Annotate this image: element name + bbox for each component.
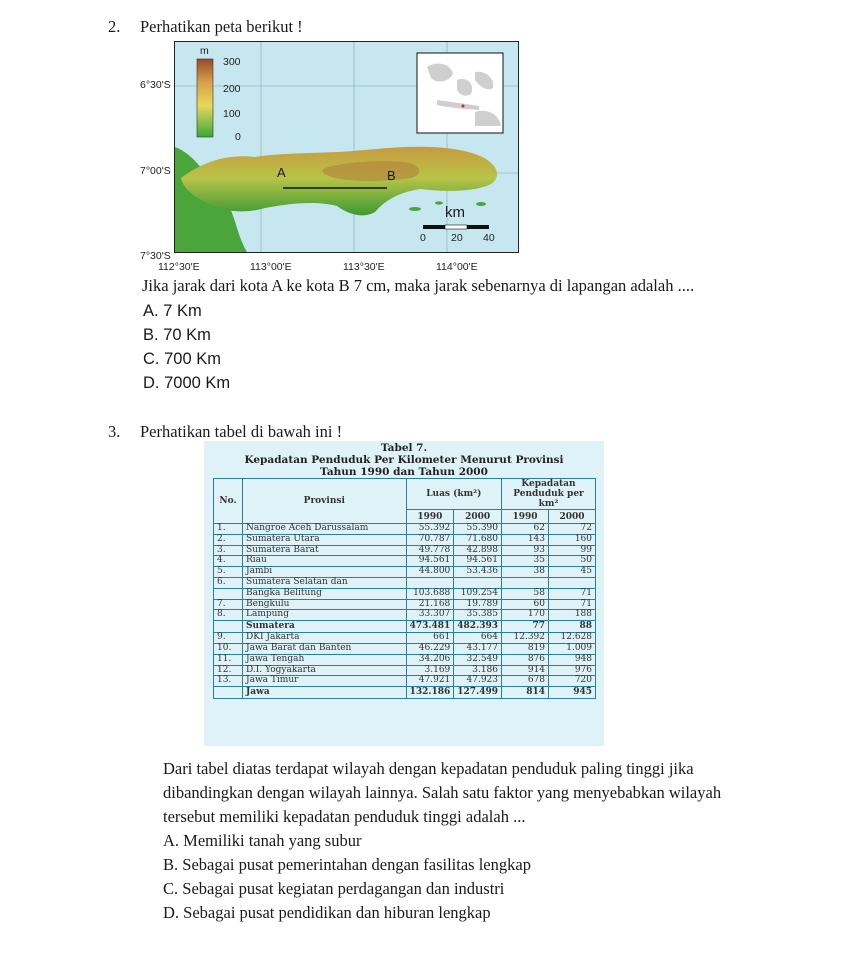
q2-option-a[interactable] <box>143 301 202 321</box>
cell-kep-2000: 945 <box>549 687 596 699</box>
cell-no: 1. <box>214 524 243 535</box>
q3-question-line-1: Dari tabel diatas terdapat wilayah dengan kepadatan penduduk paling tinggi jika <box>163 759 694 778</box>
legend-tick-200: 200 <box>223 83 241 95</box>
header-provinsi: Provinsi <box>243 479 407 524</box>
table-row <box>214 599 596 610</box>
cell-no: 2. <box>214 534 243 545</box>
cell-luas-1990: 473.481 <box>406 621 454 633</box>
scale-tick-0: 0 <box>420 232 426 244</box>
cell-no <box>214 621 243 633</box>
option-text: Memiliki tanah yang subur <box>183 831 362 850</box>
cell-luas-1990: 49.778 <box>406 545 454 556</box>
cell-provinsi: Sumatera <box>243 621 407 633</box>
cell-kep-2000: 71 <box>549 588 596 599</box>
cell-provinsi: Sumatera Selatan dan <box>243 577 407 588</box>
table-row <box>214 588 596 599</box>
cell-no: 7. <box>214 599 243 610</box>
cell-kep-1990: 678 <box>502 676 549 687</box>
q3-option-c[interactable] <box>163 879 504 899</box>
scale-bar-segment <box>467 225 489 229</box>
cell-luas-2000: 482.393 <box>454 621 502 633</box>
point-a-label: A <box>277 165 286 180</box>
cell-provinsi: Lampung <box>243 610 407 621</box>
scale-tick-20: 20 <box>451 232 463 244</box>
option-letter: A. <box>143 302 159 320</box>
cell-provinsi: Bangka Belitung <box>243 588 407 599</box>
q2-question: Jika jarak dari kota A ke kota B 7 cm, maka jarak sebenarnya di lapangan adalah .... <box>142 276 695 295</box>
header-luas-1990: 1990 <box>406 510 454 524</box>
legend-tick-100: 100 <box>223 108 241 120</box>
cell-kep-2000: 948 <box>549 654 596 665</box>
lon-label-2: 113°00'E <box>250 261 292 273</box>
table-row <box>214 654 596 665</box>
cell-provinsi: Riau <box>243 556 407 567</box>
q3-question-line-2: dibandingkan dengan wilayah lainnya. Salah satu faktor yang menyebabkan wilayah <box>163 783 722 802</box>
cell-provinsi: Jawa <box>243 687 407 699</box>
option-text: 7000 Km <box>164 374 231 392</box>
cell-luas-2000: 32.549 <box>454 654 502 665</box>
table-row <box>214 556 596 567</box>
cell-kep-1990: 58 <box>502 588 549 599</box>
lat-label-2: 7°00'S <box>140 165 171 177</box>
cell-kep-2000: 160 <box>549 534 596 545</box>
option-text: Sebagai pusat pendidikan dan hiburan lengkap <box>183 903 491 922</box>
table-row <box>214 545 596 556</box>
cell-kep-2000: 71 <box>549 599 596 610</box>
point-b-label: B <box>387 168 396 183</box>
cell-provinsi: DKI Jakarta <box>243 633 407 644</box>
cell-luas-2000: 19.789 <box>454 599 502 610</box>
cell-provinsi: Jawa Timur <box>243 676 407 687</box>
cell-kep-1990: 12.392 <box>502 633 549 644</box>
cell-luas-2000: 53.436 <box>454 567 502 578</box>
map-graphic <box>175 42 518 252</box>
cell-no <box>214 687 243 699</box>
table-row <box>214 567 596 578</box>
table-row-total <box>214 687 596 699</box>
cell-no: 13. <box>214 676 243 687</box>
cell-kep-1990: 819 <box>502 643 549 654</box>
cell-kep-2000: 188 <box>549 610 596 621</box>
cell-kep-1990: 93 <box>502 545 549 556</box>
scale-bar-segment <box>445 225 467 229</box>
cell-luas-1990: 21.168 <box>406 599 454 610</box>
option-text: Sebagai pusat pemerintahan dengan fasilitas lengkap <box>182 855 531 874</box>
option-letter: C. <box>163 879 179 898</box>
cell-no: 10. <box>214 643 243 654</box>
lon-label-1: 112°30'E <box>158 261 200 273</box>
cell-provinsi: D.I. Yogyakarta <box>243 665 407 676</box>
cell-luas-2000: 43.177 <box>454 643 502 654</box>
cell-luas-2000: 47.923 <box>454 676 502 687</box>
table-title-1: Tabel 7. <box>380 442 428 454</box>
q3-option-a[interactable] <box>163 831 361 851</box>
table-row <box>214 534 596 545</box>
small-island <box>476 202 486 206</box>
option-text: 700 Km <box>164 350 221 368</box>
data-table <box>213 478 596 699</box>
lat-label-1: 6°30'S <box>140 79 171 91</box>
q2-option-d[interactable] <box>143 373 230 393</box>
cell-kep-2000: 88 <box>549 621 596 633</box>
jawa-total <box>214 687 596 699</box>
header-luas-2000: 2000 <box>454 510 502 524</box>
option-text: 7 Km <box>163 302 202 320</box>
table-title-3: Tahun 1990 dan Tahun 2000 <box>320 466 488 478</box>
elevation-legend-bar <box>197 59 213 137</box>
jawa-rows <box>214 633 596 687</box>
cell-provinsi: Sumatera Barat <box>243 545 407 556</box>
option-letter: B. <box>163 855 179 874</box>
cell-luas-1990: 103.688 <box>406 588 454 599</box>
scale-unit: km <box>445 204 465 221</box>
q2-option-b[interactable] <box>143 325 211 345</box>
cell-provinsi: Bengkulu <box>243 599 407 610</box>
cell-kep-1990: 77 <box>502 621 549 633</box>
legend-unit: m <box>200 45 209 57</box>
q3-question-line-3: tersebut memiliki kepadatan penduduk tinggi adalah ... <box>163 807 526 826</box>
scale-tick-40: 40 <box>483 232 495 244</box>
header-no: No. <box>214 479 243 524</box>
table-row <box>214 610 596 621</box>
cell-kep-1990: 60 <box>502 599 549 610</box>
cell-kep-1990: 38 <box>502 567 549 578</box>
table-header-row <box>214 479 596 510</box>
cell-kep-2000: 1.009 <box>549 643 596 654</box>
cell-luas-1990: 94.561 <box>406 556 454 567</box>
cell-no: 6. <box>214 577 243 588</box>
cell-no <box>214 588 243 599</box>
q3-option-b[interactable] <box>163 855 531 875</box>
cell-kep-1990: 170 <box>502 610 549 621</box>
cell-provinsi: Jawa Tengah <box>243 654 407 665</box>
cell-luas-1990: 44.800 <box>406 567 454 578</box>
lon-label-3: 113°30'E <box>343 261 385 273</box>
cell-kep-1990: 143 <box>502 534 549 545</box>
scale-bar-segment <box>423 225 445 229</box>
cell-luas-1990: 46.229 <box>406 643 454 654</box>
header-kep-2000: 2000 <box>549 510 596 524</box>
cell-luas-2000: 42.898 <box>454 545 502 556</box>
q3-number: 3. <box>108 422 121 441</box>
cell-luas-2000: 109.254 <box>454 588 502 599</box>
cell-no: 3. <box>214 545 243 556</box>
table-row-total <box>214 621 596 633</box>
cell-luas-2000: 94.561 <box>454 556 502 567</box>
small-island <box>435 201 443 204</box>
sumatera-total <box>214 621 596 633</box>
header-kep-1990: 1990 <box>502 510 549 524</box>
option-letter: C. <box>143 350 160 368</box>
cell-luas-2000: 127.499 <box>454 687 502 699</box>
cell-provinsi: Sumatera Utara <box>243 534 407 545</box>
cell-kep-2000: 99 <box>549 545 596 556</box>
cell-kep-1990 <box>502 577 549 588</box>
cell-luas-2000: 55.390 <box>454 524 502 535</box>
cell-kep-2000: 12.628 <box>549 633 596 644</box>
cell-luas-1990: 3.169 <box>406 665 454 676</box>
cell-kep-2000: 50 <box>549 556 596 567</box>
cell-no: 9. <box>214 633 243 644</box>
legend-tick-0: 0 <box>235 131 241 143</box>
cell-kep-1990: 35 <box>502 556 549 567</box>
table-row <box>214 643 596 654</box>
small-island <box>409 207 421 211</box>
option-text: Sebagai pusat kegiatan perdagangan dan industri <box>182 879 505 898</box>
table-row <box>214 577 596 588</box>
q3-option-d[interactable] <box>163 903 491 923</box>
cell-luas-2000: 35.385 <box>454 610 502 621</box>
header-kepadatan: Kepadatan Penduduk per km² <box>502 479 596 510</box>
option-letter: B. <box>143 326 159 344</box>
cell-kep-1990: 814 <box>502 687 549 699</box>
q2-option-c[interactable] <box>143 349 221 369</box>
table-row <box>214 633 596 644</box>
cell-no: 11. <box>214 654 243 665</box>
table-title-2: Kepadatan Penduduk Per Kilometer Menurut Provinsi <box>244 454 564 466</box>
topographic-map <box>174 41 519 253</box>
cell-luas-2000: 664 <box>454 633 502 644</box>
q2-number: 2. <box>108 17 121 36</box>
cell-kep-2000: 72 <box>549 524 596 535</box>
cell-luas-1990: 34.206 <box>406 654 454 665</box>
location-marker-icon <box>462 105 465 108</box>
option-text: 70 Km <box>163 326 211 344</box>
cell-kep-1990: 876 <box>502 654 549 665</box>
cell-no: 12. <box>214 665 243 676</box>
cell-kep-1990: 914 <box>502 665 549 676</box>
cell-luas-1990: 70.787 <box>406 534 454 545</box>
cell-no: 4. <box>214 556 243 567</box>
option-letter: A. <box>163 831 180 850</box>
cell-kep-2000: 976 <box>549 665 596 676</box>
cell-luas-1990: 33.307 <box>406 610 454 621</box>
legend-tick-300: 300 <box>223 56 241 68</box>
cell-provinsi: Nangroe Aceh Darussalam <box>243 524 407 535</box>
cell-kep-2000: 720 <box>549 676 596 687</box>
cell-luas-2000 <box>454 577 502 588</box>
table-row <box>214 676 596 687</box>
option-letter: D. <box>143 374 160 392</box>
header-luas: Luas (km²) <box>406 479 501 510</box>
q2-prompt: Perhatikan peta berikut ! <box>140 17 303 36</box>
cell-luas-1990: 661 <box>406 633 454 644</box>
cell-provinsi: Jambi <box>243 567 407 578</box>
cell-luas-2000: 71.680 <box>454 534 502 545</box>
cell-provinsi: Jawa Barat dan Banten <box>243 643 407 654</box>
cell-luas-1990: 47.921 <box>406 676 454 687</box>
sumatera-rows <box>214 524 596 621</box>
cell-luas-1990 <box>406 577 454 588</box>
cell-luas-1990: 132.186 <box>406 687 454 699</box>
population-density-table <box>204 441 604 746</box>
table-row <box>214 665 596 676</box>
lat-label-3: 7°30'S <box>140 250 171 262</box>
cell-luas-1990: 55.392 <box>406 524 454 535</box>
cell-no: 5. <box>214 567 243 578</box>
lon-label-4: 114°00'E <box>436 261 478 273</box>
option-letter: D. <box>163 903 180 922</box>
cell-no: 8. <box>214 610 243 621</box>
table-row <box>214 524 596 535</box>
cell-kep-2000 <box>549 577 596 588</box>
q3-prompt: Perhatikan tabel di bawah ini ! <box>140 422 343 441</box>
cell-kep-1990: 62 <box>502 524 549 535</box>
cell-kep-2000: 45 <box>549 567 596 578</box>
cell-luas-2000: 3.186 <box>454 665 502 676</box>
